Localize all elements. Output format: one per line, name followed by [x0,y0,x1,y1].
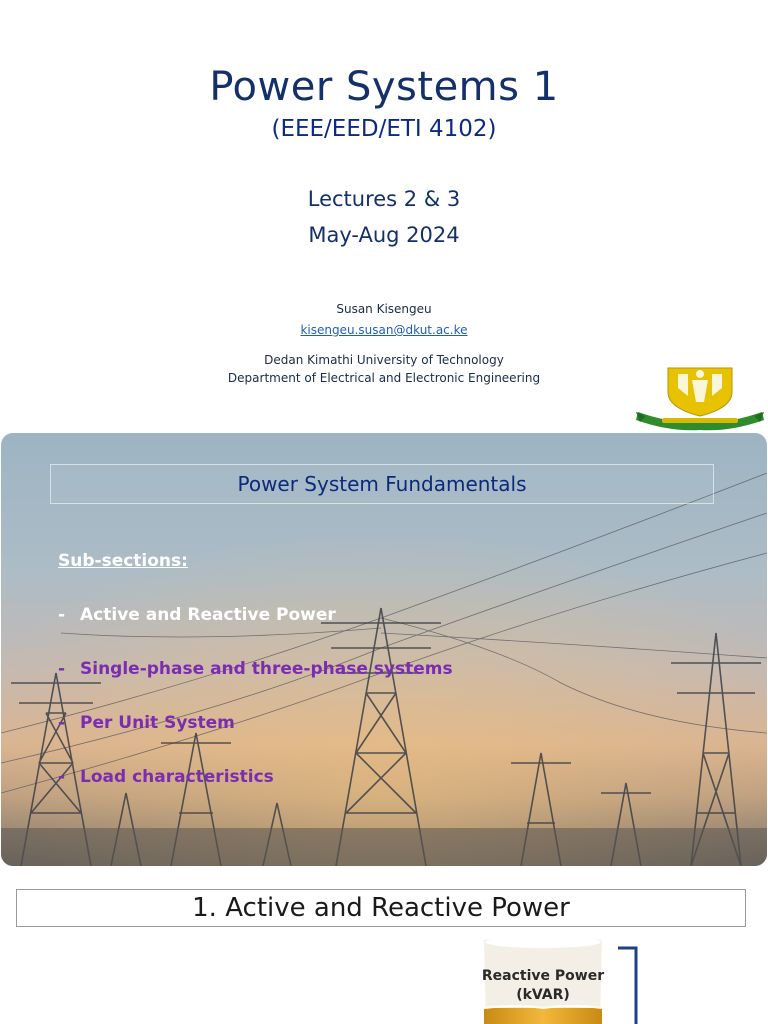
period-label: May-Aug 2024 [308,223,460,247]
subsections-label: Sub-sections: [58,551,188,571]
list-item [58,713,235,733]
bullet-dash: - [58,605,66,625]
author-name: Susan Kisengeu [336,302,432,316]
beer-label-line2: (kVAR) [516,987,570,1003]
list-item [58,767,274,787]
email-row [0,319,768,338]
list-item-label: Active and Reactive Power [80,605,336,625]
lectures-label: Lectures 2 & 3 [307,187,461,211]
list-item-label: Load characteristics [80,767,274,787]
list-item [58,659,453,679]
section-slide [1,433,767,866]
department-name: Department of Electrical and Electronic Engineering [227,371,541,385]
university-crest-icon [632,362,768,432]
beer-label-line1: Reactive Power [481,968,605,984]
section-title: Power System Fundamentals [237,472,527,496]
third-slide [0,868,768,1024]
title-slide [0,0,768,432]
slide3-title-box [16,889,746,927]
slide3-title: 1. Active and Reactive Power [192,893,570,923]
course-code: (EEE/EED/ETI 4102) [271,116,497,142]
list-item-label: Single-phase and three-phase systems [80,659,453,679]
university-name: Dedan Kimathi University of Technology [264,353,504,367]
bullet-dash: - [58,713,66,733]
section-title-box [50,464,714,504]
bracket-line [614,946,644,1024]
email-link[interactable]: kisengeu.susan@dkut.ac.ke [300,323,468,337]
main-title: Power Systems 1 [209,64,559,110]
bullet-dash: - [58,659,66,679]
bullet-dash: - [58,767,66,787]
list-item-label: Per Unit System [80,713,235,733]
list-item [58,605,336,625]
